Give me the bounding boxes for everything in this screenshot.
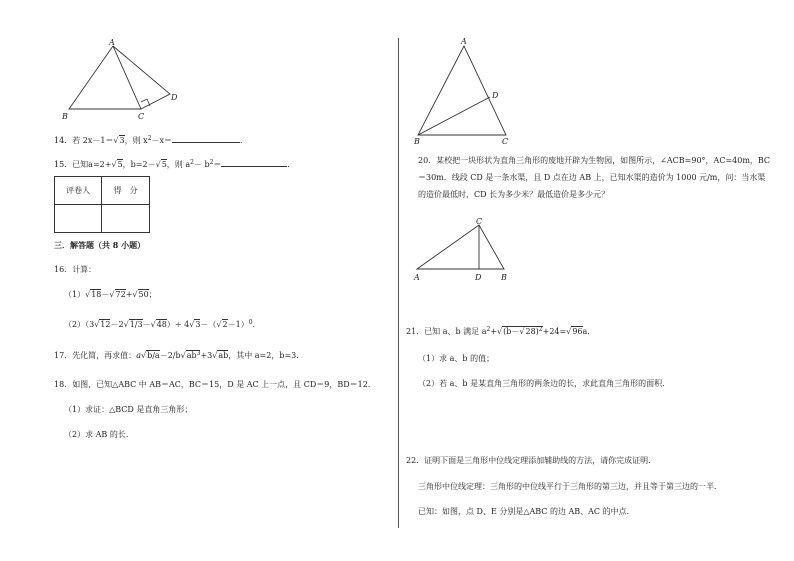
q21-plus: + — [490, 327, 498, 336]
q17-sup: 3 — [196, 350, 201, 357]
q16-1-root-2: 72 — [115, 290, 126, 299]
q16-2-root-5: 2 — [222, 320, 228, 329]
figure-right-triangle-acb — [412, 216, 522, 288]
q15-minus: － b — [193, 160, 210, 169]
q14-number: 14． — [54, 136, 73, 145]
q15-number: 15． — [54, 160, 73, 169]
q15-tail: ，则 a — [166, 160, 191, 169]
q21-root-2: 96 — [572, 327, 583, 336]
question-22-line-3: 已知：如图，点 D、E 分别是△ABC 的边 AB、AC 的中点． — [418, 507, 635, 516]
score-table-grader-cell[interactable] — [55, 205, 102, 233]
q21-number: 21． — [406, 327, 425, 336]
q15-end: ． — [287, 160, 296, 169]
q21-inner: (b－ — [503, 327, 520, 336]
label-c: C — [138, 112, 145, 121]
question-20-line-3: 的造价最低时，CD 长为多少米？最低造价是多少元？ — [418, 190, 610, 199]
q21-end: a． — [582, 327, 596, 336]
score-table-header-grader: 评卷人 — [55, 177, 102, 205]
q14-sup: 2 — [147, 135, 152, 142]
q16-2-root-1: 12 — [100, 320, 111, 329]
q16-2-op-4: －1） — [227, 320, 249, 329]
q17-plus: +3 — [200, 351, 213, 360]
q17-frac2-den: b — [175, 351, 181, 360]
question-15: 15．已知a=2+√5，b=2－√5，则 $a^2- b^2=$ ． — [54, 159, 296, 169]
fig3-label-b: B — [501, 273, 507, 282]
q17-frac-den: a — [154, 351, 160, 360]
q21-prefix: 已知 a、b 满足 a — [424, 327, 487, 336]
q16-2-root-4: 3 — [195, 320, 201, 329]
q15-root-2: 5 — [161, 160, 167, 169]
question-20-line-2: ＝30m．线段 CD 是一条水渠，且 D 点在边 AB 上，已知水渠的造价为 1000 元/m，问：当水渠 — [418, 173, 766, 182]
label-a: A — [109, 38, 115, 47]
column-divider — [398, 38, 399, 528]
q21-inner-close: ) — [535, 327, 539, 336]
question-18-part-2: （2）求 AB 的长． — [64, 430, 134, 439]
fig3-label-c: C — [476, 217, 483, 226]
section-3-title: 三．解答题（共 8 小题） — [54, 240, 146, 250]
q14-tail: －x＝ — [151, 136, 173, 145]
q15-prefix: 已知a=2+ — [72, 160, 112, 169]
q16-1-op-1: － — [101, 290, 110, 299]
label-d: D — [171, 93, 178, 102]
segment-bd — [418, 97, 490, 135]
q16-1-number: （1） — [64, 290, 86, 299]
q16-2-end: ． — [252, 320, 261, 329]
question-21-part-2: （2）若 a、b 是某直角三角形的两条边的长，求此直角三角形的面积． — [418, 379, 671, 388]
q17-op: － — [159, 351, 168, 360]
q16-text: 计算： — [72, 265, 97, 274]
fig3-label-d: D — [475, 273, 482, 282]
q17-root-2: ab — [186, 351, 197, 360]
question-21: 21．已知 a、b 满足 $a^2+√(b-√28)^2+24=√96a$． — [406, 326, 596, 336]
q17-frac2-num: 2 — [167, 351, 173, 360]
q18-number: 18． — [54, 380, 73, 389]
question-16 — [54, 265, 96, 275]
q21-sup-2: 2 — [538, 326, 543, 333]
fig2-label-a: A — [461, 37, 467, 46]
q17-root-3: ab — [218, 351, 229, 360]
q16-2-number: （2） — [64, 320, 86, 329]
score-table — [54, 176, 150, 233]
figure-right-triangle-acb-svg — [412, 216, 522, 288]
triangle-abc-outline — [69, 46, 141, 109]
fig3-label-a: A — [414, 273, 420, 282]
q21-sup-1: 2 — [486, 326, 491, 333]
fig2-label-c: C — [502, 137, 509, 146]
q16-2-open: （3 — [85, 320, 95, 329]
question-22-line-2: 三角形中位线定理：三角形的中位线平行于三角形的第三边，并且等于第三边的一半． — [418, 482, 722, 491]
q14-answer-blank[interactable] — [172, 142, 240, 143]
q16-2-op-2: － — [142, 320, 151, 329]
fig2-label-d: D — [492, 91, 499, 100]
q16-1-op-2: + — [125, 290, 133, 299]
score-table-score-cell[interactable] — [102, 205, 150, 233]
q14-root: 3 — [119, 136, 125, 145]
q15-sup-2: 2 — [209, 159, 214, 166]
q14-suffix: ，则 x — [124, 136, 148, 145]
q16-2-op-1: －2 — [110, 320, 124, 329]
q17-number: 17． — [54, 351, 73, 360]
q16-1-end: ； — [148, 290, 157, 299]
q15-sup-1: 2 — [190, 159, 194, 166]
q16-2-close: ）÷ 4 — [166, 320, 190, 329]
figure-triangle-abcd-1 — [58, 40, 188, 122]
q15-answer-blank[interactable] — [221, 166, 287, 167]
q15-mid: ，b=2－ — [122, 160, 156, 169]
q16-2-frac-den: 3 — [137, 320, 143, 329]
q14-end: ． — [240, 136, 249, 145]
figure-triangle-abcd-2-svg — [410, 38, 520, 148]
question-21-part-1: （1）求 a、b 的值； — [418, 354, 495, 363]
triangle-acd-outline — [113, 46, 170, 109]
q17-text: 先化简，再求值： — [72, 351, 137, 360]
q16-number: 16． — [54, 265, 73, 274]
question-18 — [54, 380, 376, 390]
fig2-label-b: B — [414, 137, 420, 146]
q17-frac-num: b — [147, 351, 153, 360]
q16-2-frac-num: 1 — [129, 320, 135, 329]
question-20-line-1: 20．某校把一块形状为直角三角形的废地开辟为生物园，如图所示，∠ACB=90°，AC=40m，BC — [418, 156, 771, 165]
q17-condition: ，其中 a=2，b=3． — [228, 351, 305, 360]
question-14: 14．若 2x－1＝√3，则 $x^2-x=$ ． — [54, 135, 249, 145]
question-17: 17．先化简，再求值：$a√b/a-2/b√ab^3+3√ab$，其中 a=2，b=3． — [54, 350, 305, 360]
q15-eq: ＝ — [213, 160, 222, 169]
q16-1-root-3: 50 — [138, 290, 149, 299]
question-22-line-1: 22．证明下面是三角形中位线定理添加辅助线的方法，请你完成证明． — [406, 456, 657, 465]
q16-2-root-3: 48 — [156, 320, 167, 329]
q18-text: 如图，已知△ABC 中 AB＝AC，BC＝15，D 是 AC 上一点，且 CD＝9，BD＝12． — [72, 380, 376, 389]
figure-triangle-abcd-2 — [410, 38, 520, 148]
q14-prefix: 若 2x－1＝ — [72, 136, 114, 145]
q16-2-sup: 0 — [248, 319, 253, 326]
figure-triangle-abcd-1-svg — [58, 40, 188, 122]
q17-a: a — [136, 351, 141, 360]
q16-1-root-1: 18 — [91, 290, 102, 299]
q21-inner-root: 28 — [525, 327, 536, 336]
score-table-header-score: 得 分 — [102, 177, 150, 205]
question-18-part-1: （1）求证：△BCD 是直角三角形； — [64, 405, 193, 414]
question-16-part-1: （1）√18－√72+√50； — [64, 290, 157, 299]
label-b: B — [62, 112, 68, 121]
q16-2-op-3: －（ — [200, 320, 217, 329]
q15-root-1: 5 — [117, 160, 123, 169]
question-16-part-2: $(2)(3√12-2√1/3-√48)\div 4√3-(√2-1)^0$． — [64, 319, 261, 329]
q21-tail: +24= — [542, 327, 567, 336]
triangle-acb-outline — [417, 225, 504, 269]
